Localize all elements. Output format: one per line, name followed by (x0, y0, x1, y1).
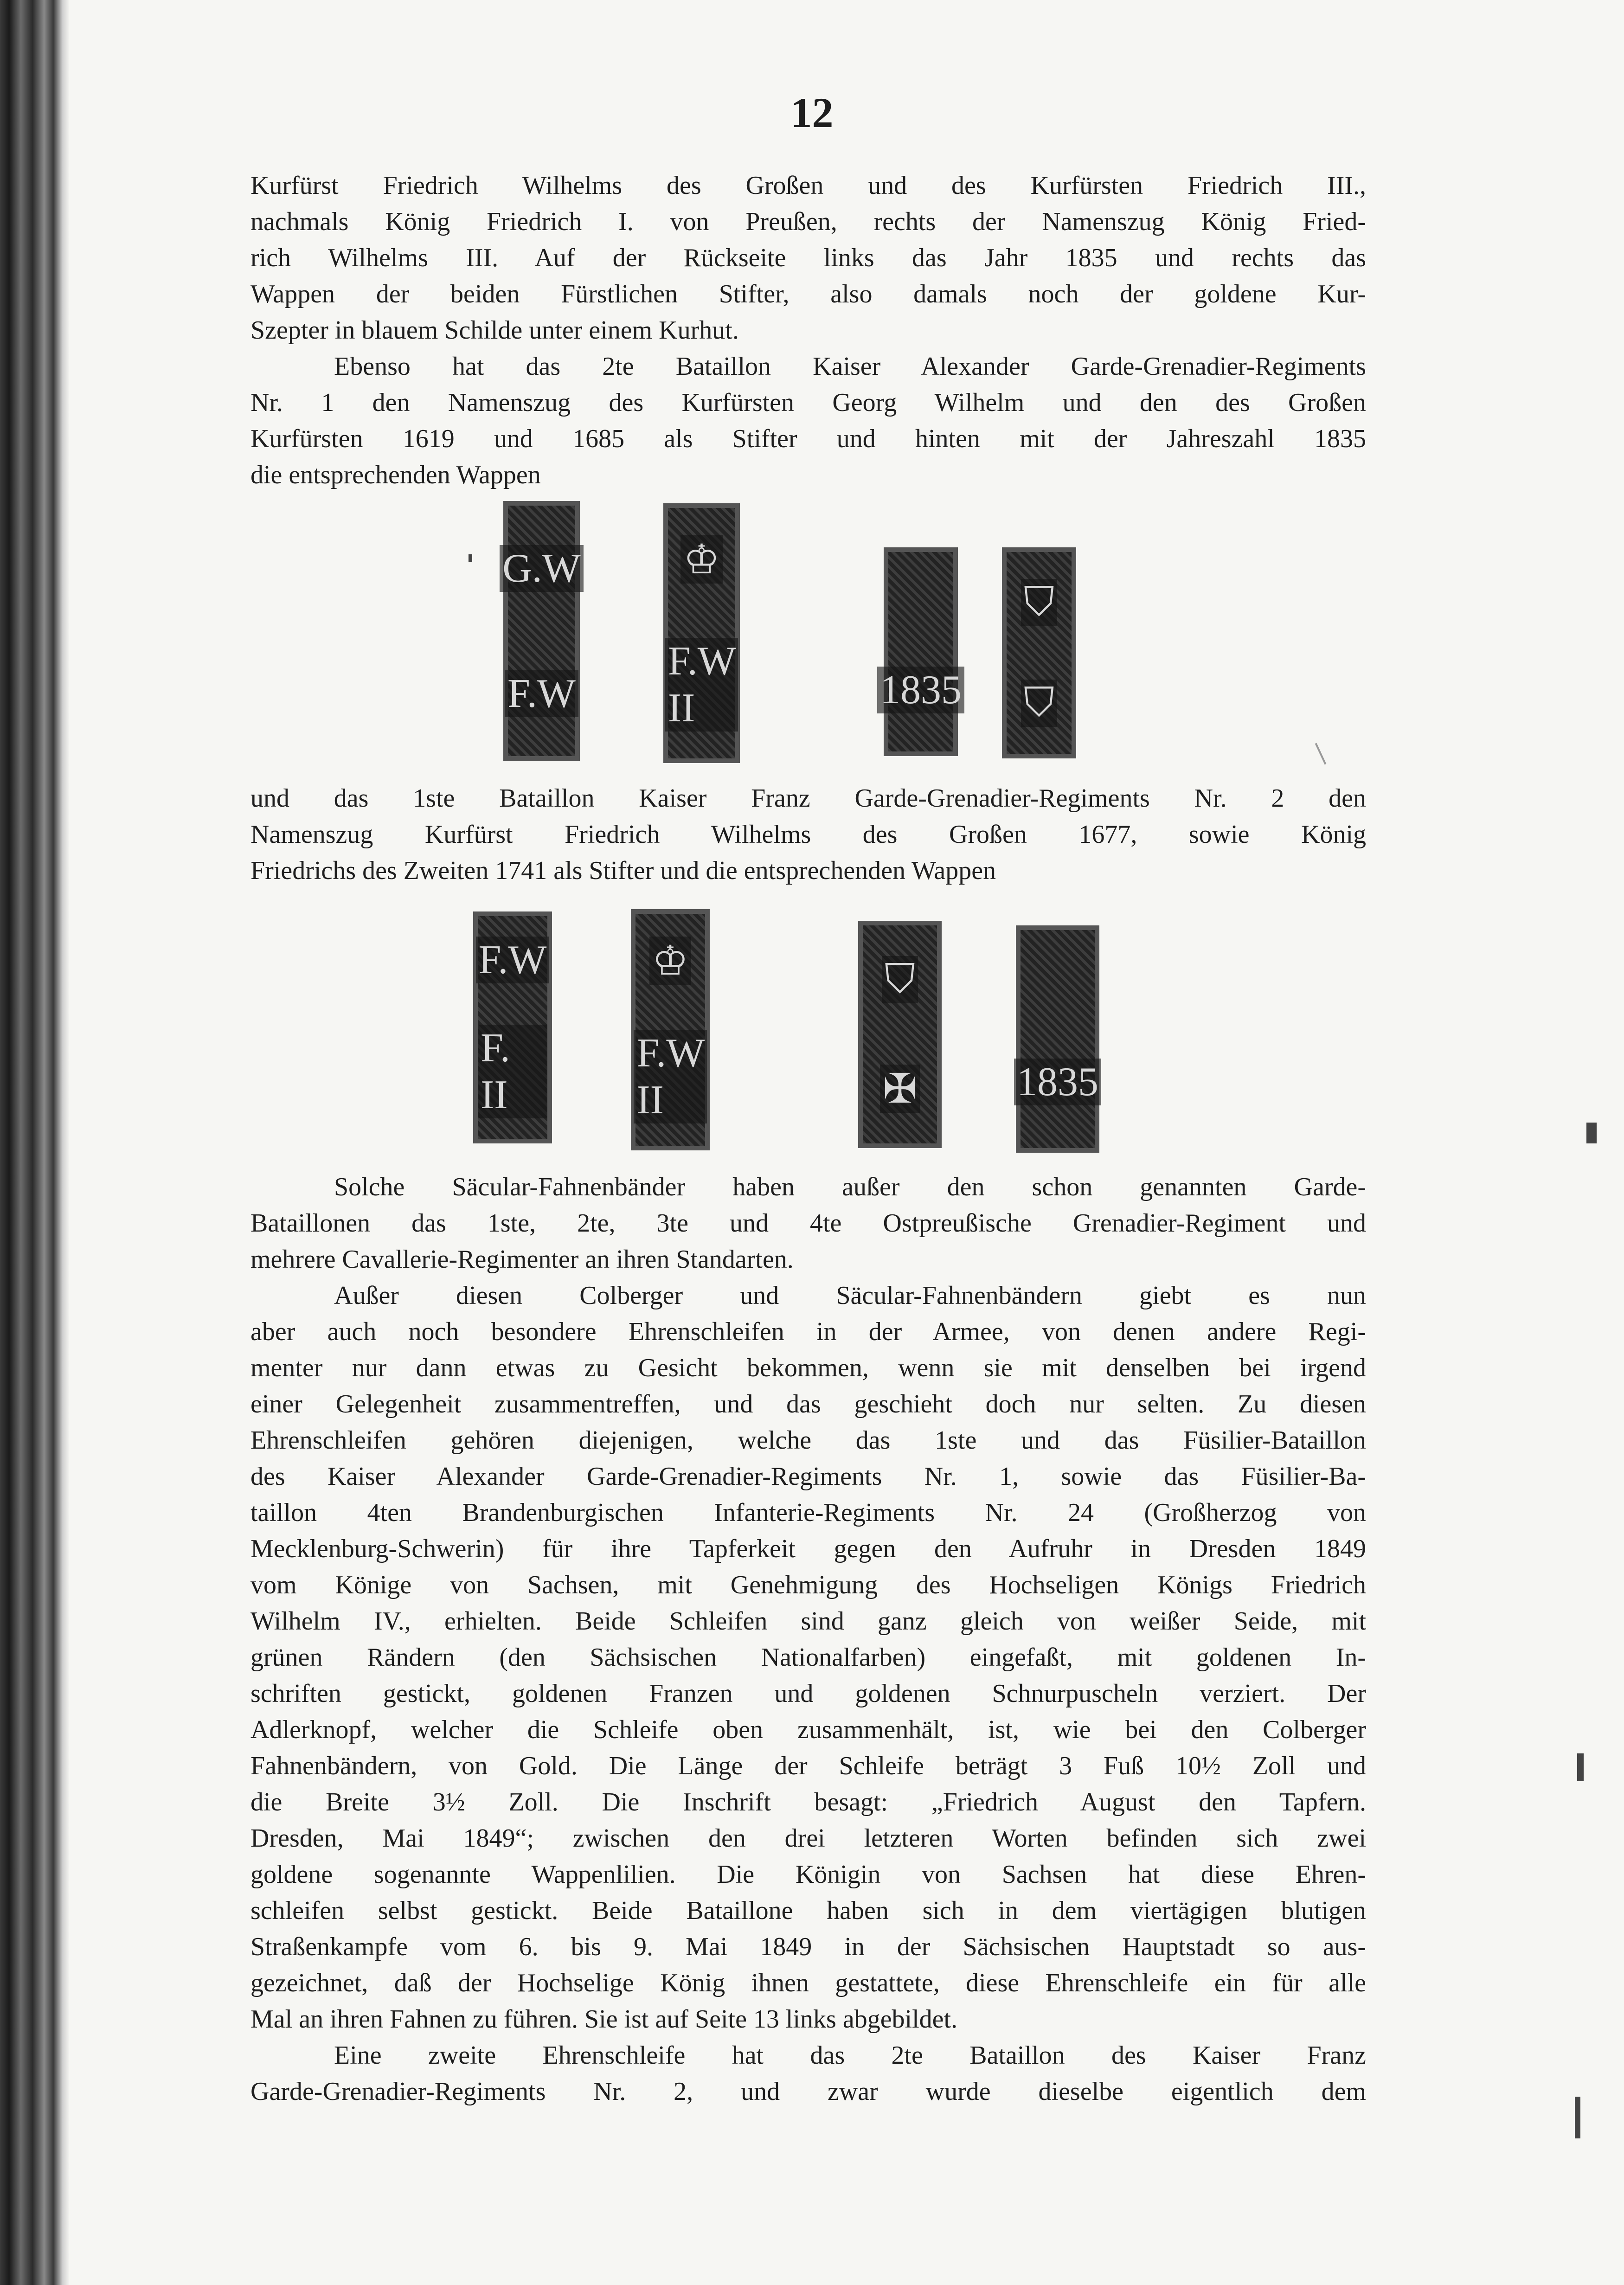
text-line: menter nur dann etwas zu Gesicht bekommen, wenn sie mit denselben bei irgend (250, 1354, 1366, 1382)
ribbon-label: 1835 (1014, 1059, 1101, 1105)
ribbon-label: F.W (476, 937, 550, 983)
ribbon-label: G.W (500, 545, 584, 592)
ribbon-image (880, 547, 962, 756)
text-line: mehrere Cavallerie-Regimenter an ihren Standarten. (250, 1245, 794, 1274)
text-line: Bataillonen das 1ste, 2te, 3te und 4te Ostpreußische Grenadier-Regiment und (250, 1209, 1366, 1238)
text-line: Wappen der beiden Fürstlichen Stifter, also damals noch der goldene Kur- (250, 280, 1366, 308)
text-line: schriften gestickt, goldenen Franzen und goldenen Schnurpuscheln verziert. Der (250, 1679, 1366, 1708)
text-line: Ebenso hat das 2te Bataillon Kaiser Alexander Garde-Grenadier-Regiments (334, 352, 1366, 381)
text-line: Garde-Grenadier-Regiments Nr. 2, und zwar wurde dieselbe eigentlich dem (250, 2077, 1366, 2106)
text-line: Dresden, Mai 1849“; zwischen den drei letzteren Worten befinden sich zwei (250, 1824, 1366, 1853)
scan-speck (469, 554, 472, 562)
text-block-2 (250, 780, 1366, 889)
text-line: Fahnenbändern, von Gold. Die Länge der Schleife beträgt 3 Fuß 10½ Zoll und (250, 1752, 1366, 1780)
paragraph (250, 167, 1366, 348)
text-line: Adlerknopf, welcher die Schleife oben zusammenhält, ist, wie bei den Colberger (250, 1715, 1366, 1744)
ribbon-label: ♔ (680, 535, 723, 584)
ribbon-label: F. II (478, 1025, 547, 1118)
text-line: Eine zweite Ehrenschleife hat das 2te Bataillon des Kaiser Franz (334, 2041, 1366, 2070)
text-line: Solche Säcular-Fahnenbänder haben außer den schon genannten Garde- (334, 1173, 1366, 1201)
text-line: rich Wilhelms III. Auf der Rückseite links das Jahr 1835 und rechts das (250, 244, 1366, 272)
text-line: nachmals König Friedrich I. von Preußen, rechts der Namenszug König Fried- (250, 207, 1366, 236)
ribbon-label: F.W (505, 670, 578, 717)
ribbon-label: F.W II (665, 638, 738, 732)
ribbon-label: ⛉ (1021, 579, 1057, 626)
ribbon-label: ♔ (649, 937, 692, 985)
text-line: Wilhelm IV., erhielten. Beide Schleifen sind ganz gleich von weißer Seide, mit (250, 1607, 1366, 1636)
ribbon-image (858, 921, 942, 1148)
ribbon-label: ✠ (880, 1065, 920, 1113)
text-line: grünen Rändern (den Sächsischen Nationalfarben) eingefaßt, mit goldenen In- (250, 1643, 1366, 1672)
text-line: Kurfürsten 1619 und 1685 als Stifter und hinten mit der Jahreszahl 1835 (250, 424, 1366, 453)
text-line: die entsprechenden Wappen (250, 461, 541, 489)
text-line: einer Gelegenheit zusammentreffen, und das geschieht doch nur selten. Zu diesen (250, 1390, 1366, 1418)
page-number: 12 (790, 89, 834, 136)
ribbon-image (503, 501, 580, 761)
text-line: Kurfürst Friedrich Wilhelms des Großen und des Kurfürsten Friedrich III., (250, 171, 1366, 200)
text-line: Namenszug Kurfürst Friedrich Wilhelms des Großen 1677, sowie König (250, 820, 1366, 849)
paragraph (250, 2037, 1366, 2110)
text-line: goldene sogenannte Wappenlilien. Die Königin von Sachsen hat diese Ehren- (250, 1860, 1366, 1889)
scan-speck (1577, 1753, 1584, 1781)
text-line: die Breite 3½ Zoll. Die Inschrift besagt: „Friedrich August den Tapfern. (250, 1788, 1366, 1816)
text-line: taillon 4ten Brandenburgischen Infanterie-Regiments Nr. 24 (Großherzog von (250, 1498, 1366, 1527)
paragraph (250, 1277, 1366, 2037)
text-line: aber auch noch besondere Ehrenschleifen in der Armee, von denen andere Regi- (250, 1317, 1366, 1346)
ribbon-label: ⛉ (1021, 680, 1057, 727)
text-line: Mal an ihren Fahnen zu führen. Sie ist auf Seite 13 links abgebildet. (250, 2005, 958, 2034)
scan-speck (1315, 743, 1327, 764)
paragraph (250, 348, 1366, 493)
paragraph (250, 780, 1366, 889)
text-line: und das 1ste Bataillon Kaiser Franz Garde-Grenadier-Regiments Nr. 2 den (250, 784, 1366, 813)
text-line: Ehrenschleifen gehören diejenigen, welche das 1ste und das Füsilier-Bataillon (250, 1426, 1366, 1455)
ribbon-label: F.W II (634, 1030, 706, 1123)
ribbon-image (1016, 925, 1099, 1153)
text-line: Außer diesen Colberger und Säcular-Fahnenbändern giebt es nun (334, 1281, 1366, 1310)
text-line: Szepter in blauem Schilde unter einem Kurhut. (250, 316, 739, 345)
text-block-3 (250, 1169, 1366, 2110)
text-line: Friedrichs des Zweiten 1741 als Stifter und die entsprechenden Wappen (250, 856, 996, 885)
text-line: des Kaiser Alexander Garde-Grenadier-Regiments Nr. 1, sowie das Füsilier-Ba- (250, 1462, 1366, 1491)
ribbon-image (1002, 547, 1076, 758)
text-line: Straßenkampfe vom 6. bis 9. Mai 1849 in der Sächsischen Hauptstadt so aus- (250, 1932, 1366, 1961)
ribbon-label: ⛉ (882, 956, 918, 1003)
ribbon-image (473, 911, 552, 1143)
scan-speck (1586, 1123, 1597, 1143)
ribbon-label: 1835 (877, 667, 964, 713)
scan-speck (1575, 2097, 1580, 2138)
text-line: Nr. 1 den Namenszug des Kurfürsten Georg Wilhelm und den des Großen (250, 388, 1366, 417)
text-line: vom Könige von Sachsen, mit Genehmigung des Hochseligen Königs Friedrich (250, 1571, 1366, 1599)
ribbon-image (663, 503, 740, 763)
text-line: schleifen selbst gestickt. Beide Bataillone haben sich in dem viertägigen blutigen (250, 1896, 1366, 1925)
ribbon-image (631, 909, 710, 1150)
text-line: gezeichnet, daß der Hochselige König ihnen gestattete, diese Ehrenschleife ein für alle (250, 1969, 1366, 1997)
book-binding-edge (0, 0, 70, 2285)
text-block-1 (250, 167, 1366, 493)
text-line: Mecklenburg-Schwerin) für ihre Tapferkeit gegen den Aufruhr in Dresden 1849 (250, 1534, 1366, 1563)
paragraph (250, 1169, 1366, 1277)
